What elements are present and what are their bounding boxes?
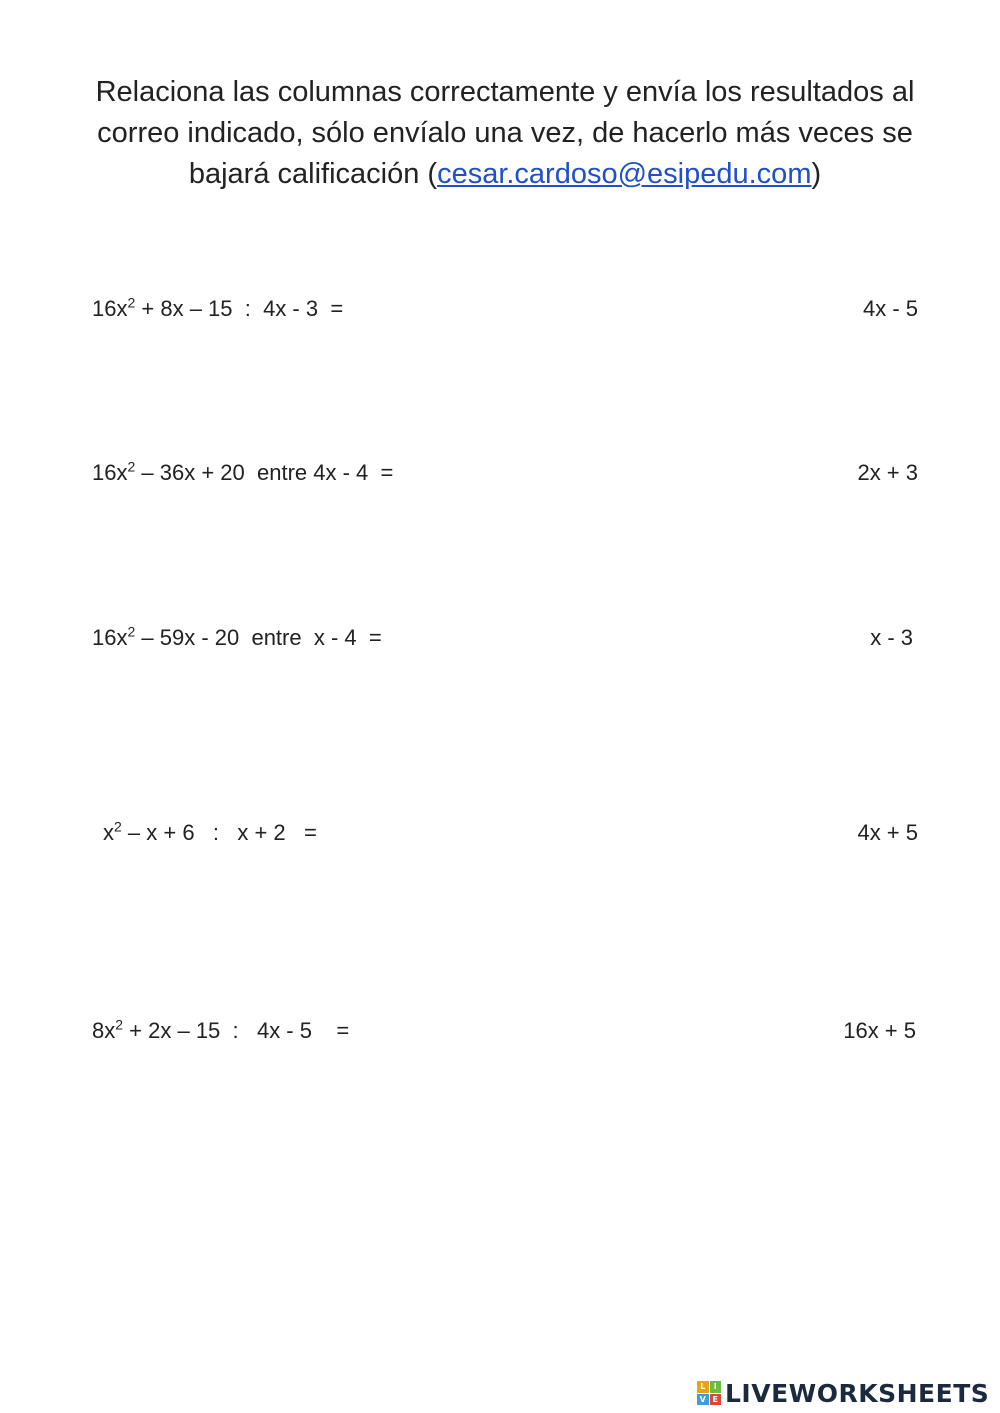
expression-left: $x^2 - x + 6$ : x + 2 = [103,818,317,845]
logo-text: LIVEWORKSHEETS [725,1378,990,1408]
logo-tile: V [697,1394,709,1406]
logo-tile: E [710,1394,722,1406]
instructions-body: Relaciona las columnas correctamente y envía los resultados al correo indicado, sólo envíalo una vez, de hacerlo más veces se bajará calificación ( [95,76,915,190]
match-row [0,623,1000,653]
logo-tiles-icon [697,1381,721,1405]
expression-left: $16x^2 - 59x - 20$ entre x - 4 = [92,623,382,650]
answer-right: x - 3 [870,625,913,650]
liveworksheets-logo [697,1376,989,1410]
instructions-text [60,72,950,195]
answer-right: 2x + 3 [857,460,918,485]
answer-right: 4x - 5 [862,296,918,321]
instructions-closing: ) [811,158,822,190]
match-row [0,294,1000,324]
match-row [0,1016,1000,1046]
expression-left: $16x^2 - 36x + 20$ entre 4x - 4 = [92,458,394,485]
match-row [0,818,1000,848]
expression-left: $8x^2 + 2x - 15$ : 4x - 5 = [92,1016,350,1043]
answer-right: 16x + 5 [843,1018,916,1043]
email-link[interactable]: cesar.cardoso@esipedu.com [437,158,812,190]
logo-tile: I [710,1381,722,1393]
logo-tile: L [697,1381,709,1393]
match-row [0,458,1000,488]
expression-left: $16x^2 + 8x - 15$ : 4x - 3 = [92,294,344,321]
answer-right: 4x + 5 [857,820,918,845]
